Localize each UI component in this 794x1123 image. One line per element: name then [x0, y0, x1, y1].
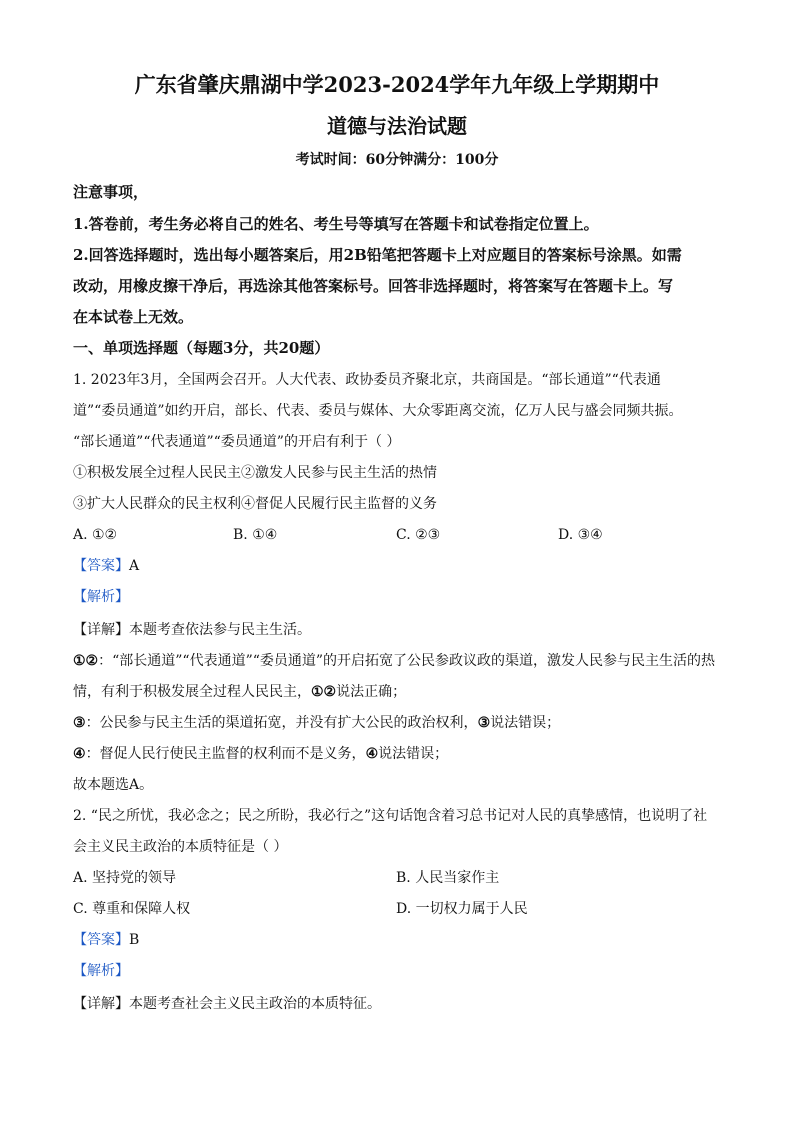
q1-detail-point-3	[73, 745, 448, 763]
point-end: 说法错误；	[490, 715, 561, 731]
q1-detail-point-1-line-1	[73, 652, 715, 670]
point-text: ：公民参与民主生活的渠道拓宽，并没有扩大公民的政治权利，	[85, 715, 478, 731]
q1-option-c: C. ②③	[396, 527, 441, 543]
detail-intro: 本题考查社会主义民主政治的本质特征。	[129, 996, 381, 1012]
notice-item-1: 1.答卷前，考生务必将自己的姓名、考生号等填写在答题卡和试卷指定位置上。	[73, 215, 599, 233]
answer-tag: 【答案】	[73, 932, 129, 948]
q1-stem-line-3: “部长通道”“代表通道”“委员通道”的开启有利于（ ）	[73, 434, 401, 450]
point-label: ④	[73, 746, 86, 762]
q1-detail	[73, 621, 311, 639]
notice-item-2-line-1: 2.回答选择题时，选出每小题答案后，用2B铅笔把答题卡上对应题目的答案标号涂黑。如需	[73, 246, 682, 264]
detail-tag: 【详解】	[73, 622, 129, 638]
q2-detail	[73, 995, 381, 1013]
q1-answer	[73, 557, 139, 575]
q1-detail-point-1-line-2	[73, 683, 406, 701]
q2-stem-line-2: 会主义民主政治的本质特征是（ ）	[73, 839, 288, 855]
q2-option-c: C. 尊重和保障人权	[73, 901, 191, 917]
q1-stem-line-1: 1. 2023年3月，全国两会召开。人大代表、政协委员齐聚北京，共商国是。“部长通道”“代表通	[73, 372, 661, 388]
q1-statements-line-1: ①积极发展全过程人民民主②激发人民参与民主生活的热情	[73, 465, 437, 481]
q2-answer	[73, 931, 139, 949]
point-text: 情，有利于积极发展全过程人民民主，	[73, 684, 311, 700]
q1-analysis	[73, 588, 129, 606]
q1-statements-line-2: ③扩大人民群众的民主权利④督促人民履行民主监督的义务	[73, 496, 437, 512]
page-subtitle: 道德与法治试题	[327, 114, 467, 138]
q2-option-b: B. 人民当家作主	[396, 870, 500, 886]
point-end: 说法错误；	[378, 746, 449, 762]
section-heading: 一、单项选择题（每题3分，共20题）	[73, 339, 330, 357]
q1-option-a: A. ①②	[73, 527, 118, 543]
point-text: ：督促人民行使民主监督的权利而不是义务，	[85, 746, 366, 762]
notice-item-2-line-3: 在本试卷上无效。	[73, 308, 194, 326]
q1-conclusion: 故本题选A。	[73, 777, 154, 793]
detail-intro: 本题考查依法参与民主生活。	[129, 622, 311, 638]
point-end: 说法正确；	[336, 684, 407, 700]
notice-item-2-line-2: 改动，用橡皮擦干净后，再选涂其他答案标号。回答非选择题时，将答案写在答题卡上。写	[73, 277, 674, 295]
q1-option-d: D. ③④	[558, 527, 603, 543]
q2-option-d: D. 一切权力属于人民	[396, 901, 528, 917]
point-mark: ①②	[311, 684, 337, 700]
point-mark: ④	[365, 746, 379, 762]
point-label: ③	[73, 715, 86, 731]
analysis-tag: 【解析】	[73, 963, 129, 979]
answer-value: B	[129, 932, 140, 948]
q1-option-b: B. ①④	[233, 527, 278, 543]
point-label: ①②	[73, 653, 99, 669]
answer-tag: 【答案】	[73, 558, 129, 574]
q2-stem-line-1: 2. “民之所忧，我必念之；民之所盼，我必行之”这句话饱含着习总书记对人民的真挚感情，也说明了社	[73, 808, 708, 824]
analysis-tag: 【解析】	[73, 589, 129, 605]
notice-heading: 注意事项，	[73, 183, 149, 201]
exam-info: 考试时间：60分钟满分：100分	[295, 152, 499, 168]
point-mark: ③	[477, 715, 491, 731]
detail-tag: 【详解】	[73, 996, 129, 1012]
q1-detail-point-2	[73, 714, 560, 732]
point-text: ：“部长通道”“代表通道”“委员通道”的开启拓宽了公民参政议政的渠道，激发人民参与民主生活的热	[98, 653, 716, 669]
answer-value: A	[129, 558, 140, 574]
q2-option-a: A. 坚持党的领导	[73, 870, 177, 886]
q2-analysis	[73, 962, 129, 980]
q1-stem-line-2: 道”“委员通道”如约开启，部长、代表、委员与媒体、大众零距离交流，亿万人民与盛会同频共振。	[73, 403, 683, 419]
page-title: 广东省肇庆鼎湖中学2023-2024学年九年级上学期期中	[134, 72, 660, 97]
